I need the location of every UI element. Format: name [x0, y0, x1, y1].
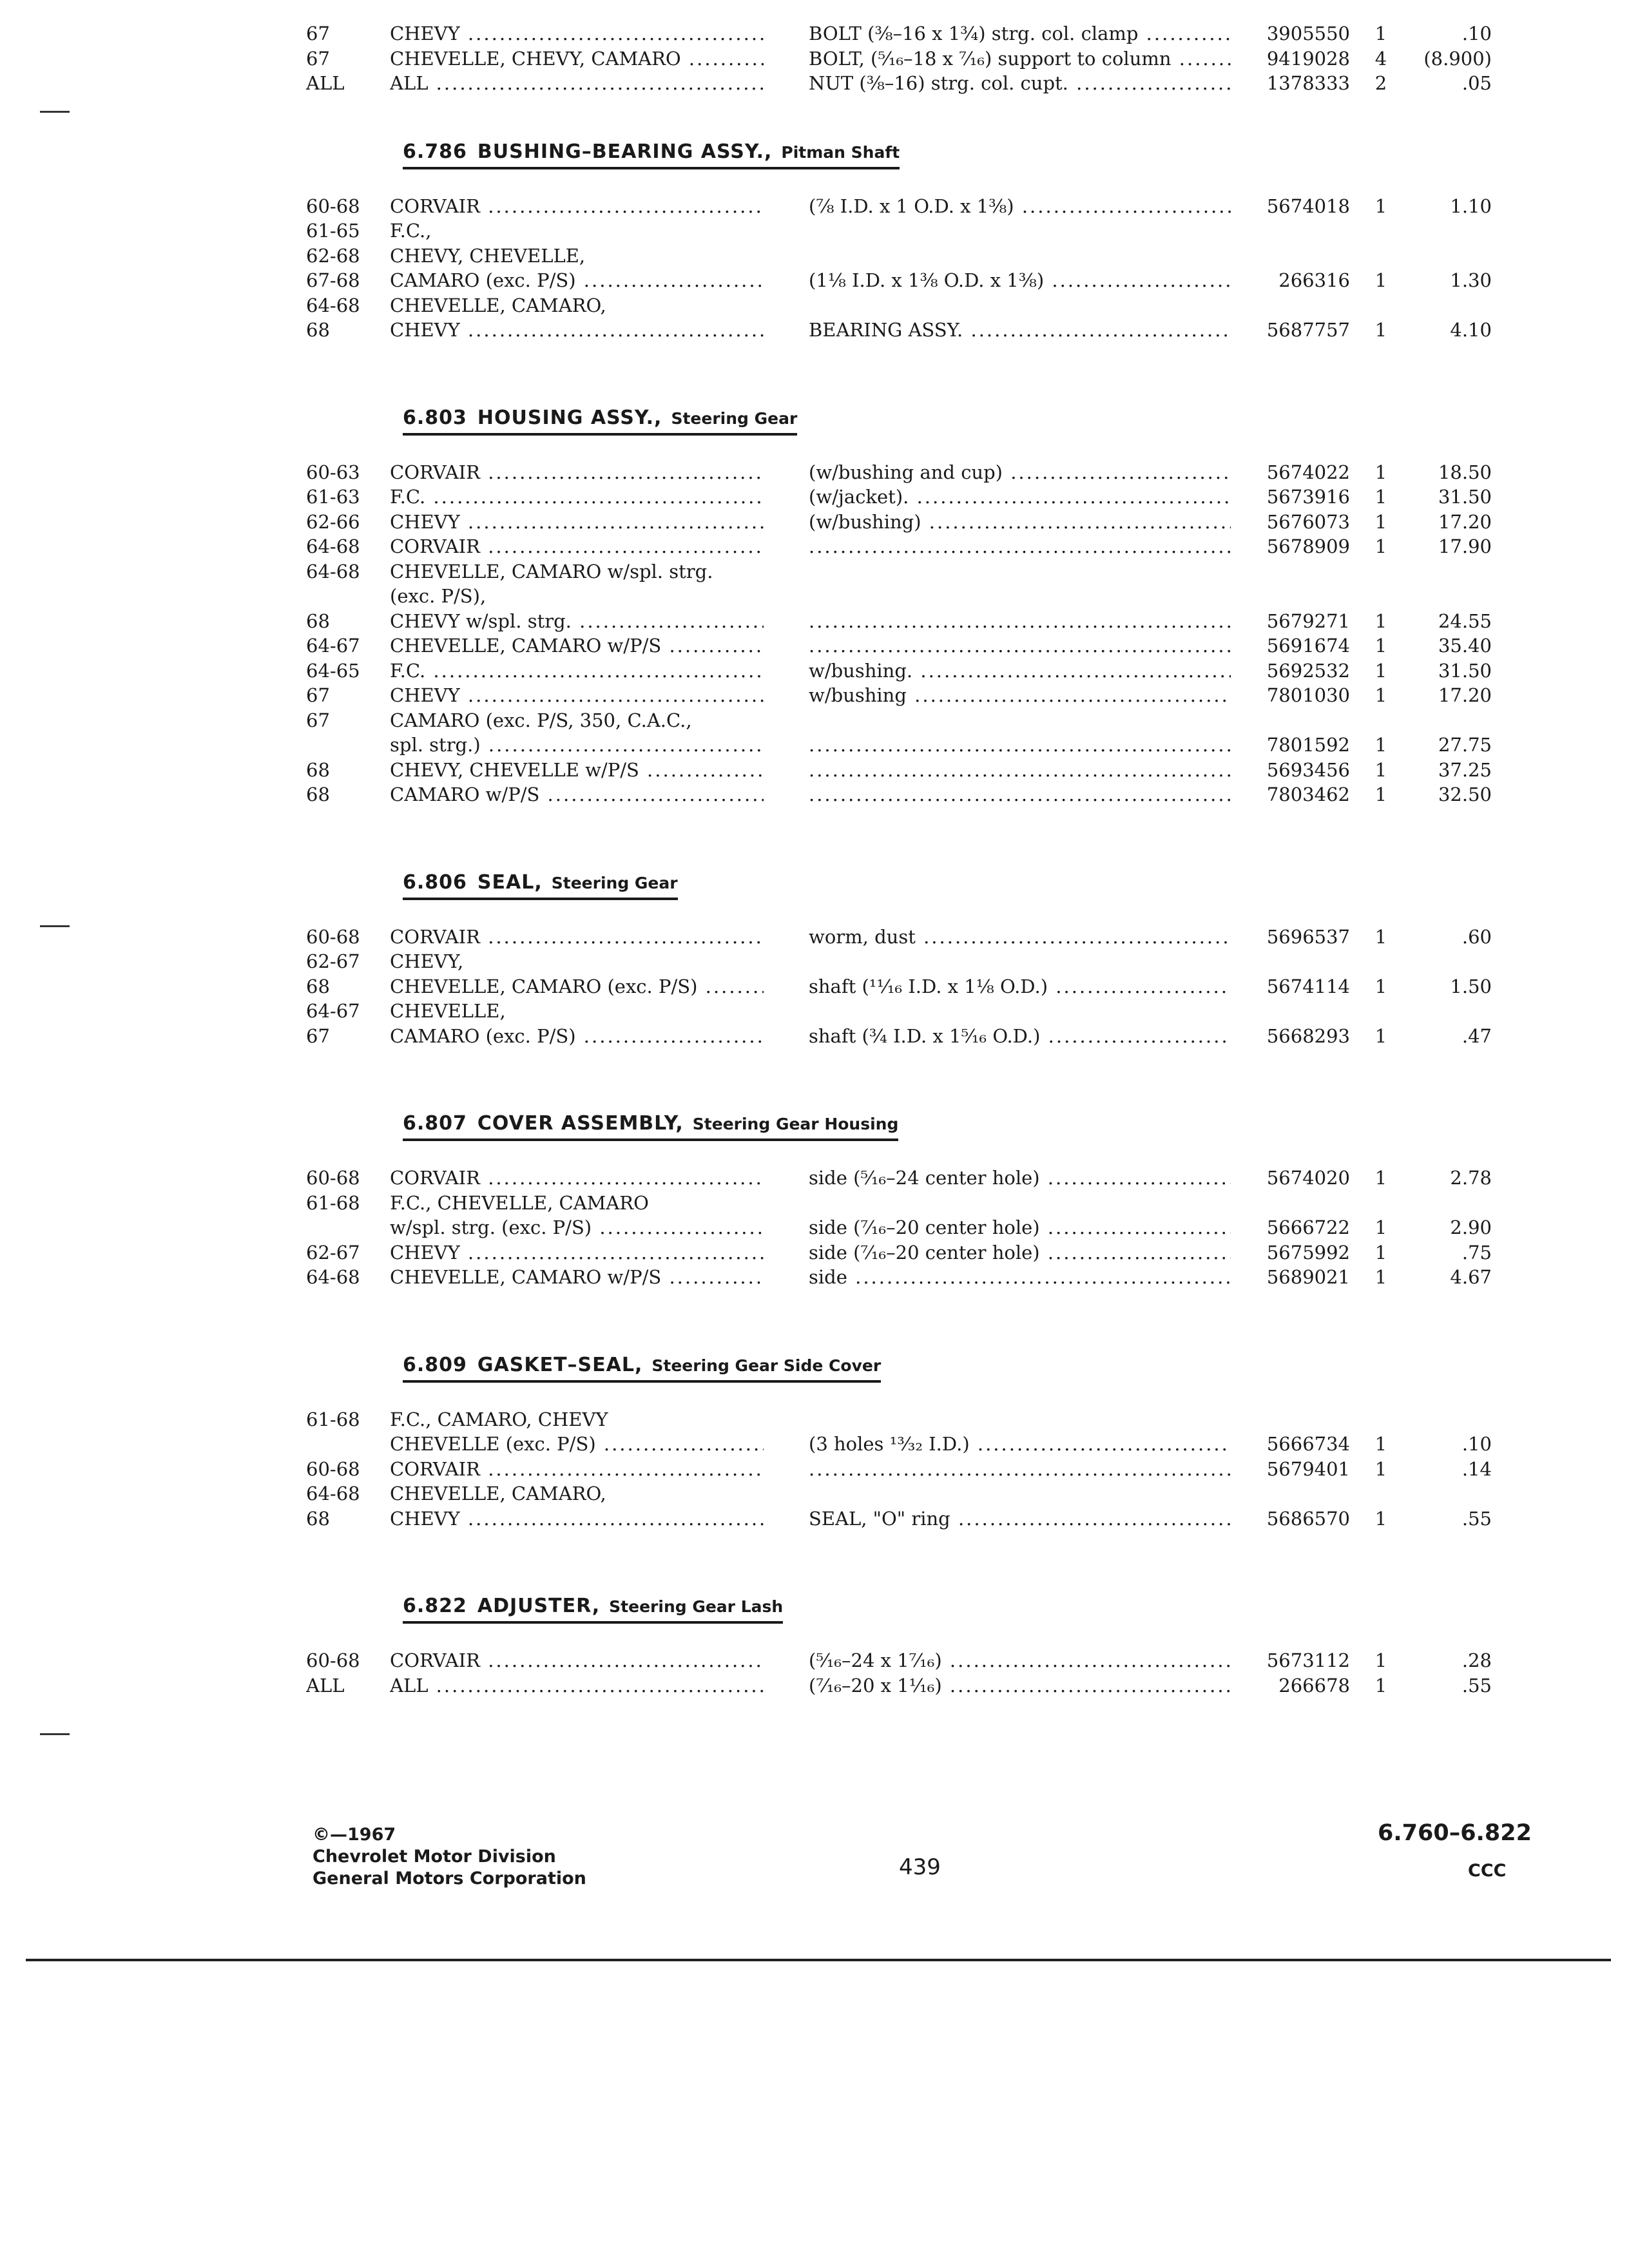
price: 18.50: [1438, 461, 1492, 483]
section-number: 6.822: [403, 1595, 467, 1617]
part-number: 5668293: [1266, 1025, 1350, 1047]
year-range: 68: [306, 319, 330, 341]
application: ALL .....: [390, 1673, 764, 1698]
part-number: 266678: [1278, 1675, 1350, 1696]
year-range: 68: [306, 975, 330, 997]
description: [809, 782, 1231, 807]
section-heading: [403, 407, 797, 436]
application: CHEVELLE (exc. P/S) .....: [390, 1431, 764, 1457]
description: (3 holes ¹³⁄₃₂ I.D.) .....: [809, 1431, 1231, 1457]
application: (exc. P/S),: [390, 585, 487, 607]
binder-tick-mark: [40, 1733, 70, 1735]
price: .14: [1461, 1458, 1492, 1480]
quantity: 1: [1374, 535, 1387, 557]
application: CHEVY w/spl. strg. .....: [390, 608, 764, 634]
application: CHEVELLE, CAMARO,: [390, 294, 606, 316]
application: CHEVY,: [390, 950, 464, 972]
part-number: 5673916: [1266, 486, 1350, 508]
description: side (⁵⁄₁₆–24 center hole) .....: [809, 1165, 1231, 1191]
application: CORVAIR .....: [390, 1456, 764, 1482]
price: .28: [1461, 1649, 1492, 1671]
section-number: 6.807: [403, 1112, 467, 1135]
application: CHEVY, CHEVELLE,: [390, 245, 586, 267]
quantity: 1: [1374, 926, 1387, 948]
application: CORVAIR .....: [390, 533, 764, 559]
application: CHEVY .....: [390, 317, 764, 343]
part-number: 5679271: [1266, 610, 1350, 632]
part-number: 5689021: [1266, 1266, 1350, 1288]
section-subtitle: Steering Gear Lash: [609, 1597, 784, 1616]
year-range: ALL: [306, 1675, 345, 1696]
year-range: 60-68: [306, 926, 360, 948]
quantity: 1: [1374, 195, 1387, 217]
part-number: 5691674: [1266, 635, 1350, 657]
quantity: 1: [1374, 1216, 1387, 1238]
year-range: 64-68: [306, 1266, 360, 1288]
price: (8.900): [1423, 48, 1492, 70]
application: CORVAIR .....: [390, 193, 764, 219]
part-number: 5693456: [1266, 759, 1350, 781]
description: (w/bushing and cup) .....: [809, 459, 1231, 485]
footer-division: Chevrolet Motor Division: [313, 1847, 556, 1867]
part-number: 9419028: [1266, 48, 1350, 70]
application: CAMARO (exc. P/S, 350, C.A.C.,: [390, 709, 692, 731]
description: NUT (⅜–16) strg. col. cupt. .....: [809, 70, 1231, 96]
year-range: 64-65: [306, 660, 360, 682]
section-name: ADJUSTER,: [477, 1595, 601, 1617]
part-number: 5686570: [1266, 1508, 1350, 1530]
application: CHEVELLE,: [390, 1000, 506, 1022]
price: 17.20: [1438, 511, 1492, 533]
part-number: 266316: [1278, 269, 1350, 291]
price: .47: [1461, 1025, 1492, 1047]
description: [809, 633, 1231, 658]
year-range: 61-68: [306, 1192, 360, 1214]
section-number: 6.803: [403, 407, 467, 429]
section-heading: [403, 140, 900, 169]
quantity: 1: [1374, 975, 1387, 997]
application: F.C. .....: [390, 658, 764, 684]
quantity: 1: [1374, 319, 1387, 341]
footer-copyright: ©—1967: [313, 1825, 396, 1845]
application: CORVAIR .....: [390, 1648, 764, 1673]
year-range: 62-66: [306, 511, 360, 533]
price: 4.10: [1450, 319, 1492, 341]
description: [809, 533, 1231, 559]
quantity: 1: [1374, 269, 1387, 291]
year-range: 68: [306, 759, 330, 781]
footer-corporation: General Motors Corporation: [313, 1869, 586, 1888]
quantity: 1: [1374, 1025, 1387, 1047]
description: w/bushing .....: [809, 682, 1231, 708]
description: side (⁷⁄₁₆–20 center hole) .....: [809, 1215, 1231, 1240]
application: CHEVELLE, CAMARO (exc. P/S) .....: [390, 974, 764, 999]
quantity: 1: [1374, 23, 1387, 44]
quantity: 1: [1374, 1508, 1387, 1530]
section-number: 6.809: [403, 1354, 467, 1376]
application: CHEVY .....: [390, 682, 764, 708]
year-range: 68: [306, 783, 330, 805]
description: [809, 608, 1231, 634]
quantity: 1: [1374, 783, 1387, 805]
section-name: HOUSING ASSY.,: [477, 407, 662, 429]
price: 35.40: [1438, 635, 1492, 657]
application: CORVAIR .....: [390, 924, 764, 950]
part-number: 5674114: [1266, 975, 1350, 997]
application: F.C.,: [390, 220, 432, 242]
section-subtitle: Steering Gear Side Cover: [651, 1356, 882, 1375]
description: worm, dust .....: [809, 924, 1231, 950]
application: CHEVY .....: [390, 509, 764, 535]
year-range: 67: [306, 684, 330, 706]
section-subtitle: Steering Gear Housing: [692, 1115, 899, 1133]
price: 24.55: [1438, 610, 1492, 632]
year-range: 64-68: [306, 1483, 360, 1504]
application: w/spl. strg. (exc. P/S) .....: [390, 1215, 764, 1240]
year-range: 60-68: [306, 1649, 360, 1671]
year-range: 61-63: [306, 486, 360, 508]
price: 1.10: [1450, 195, 1492, 217]
part-number: 5678909: [1266, 535, 1350, 557]
section-name: GASKET–SEAL,: [477, 1354, 643, 1376]
description: BOLT (⅜–16 x 1¾) strg. col. clamp .....: [809, 21, 1231, 46]
part-number: 1378333: [1266, 72, 1350, 94]
application: ALL .....: [390, 70, 764, 96]
section-name: COVER ASSEMBLY,: [477, 1112, 684, 1135]
quantity: 1: [1374, 511, 1387, 533]
year-range: 67: [306, 23, 330, 44]
price: .55: [1461, 1675, 1492, 1696]
quantity: 1: [1374, 1433, 1387, 1455]
price: .55: [1461, 1508, 1492, 1530]
year-range: 64-68: [306, 561, 360, 582]
price: 27.75: [1438, 734, 1492, 756]
price: .05: [1461, 72, 1492, 94]
year-range: 62-67: [306, 1242, 360, 1264]
application: CAMARO w/P/S .....: [390, 782, 764, 807]
part-number: 5666722: [1266, 1216, 1350, 1238]
part-number: 5679401: [1266, 1458, 1350, 1480]
quantity: 1: [1374, 1242, 1387, 1264]
application: CHEVY, CHEVELLE w/P/S .....: [390, 757, 764, 783]
year-range: 68: [306, 610, 330, 632]
year-range: 60-63: [306, 461, 360, 483]
section-heading: [403, 1112, 898, 1141]
part-number: 3905550: [1266, 23, 1350, 44]
quantity: 1: [1374, 1649, 1387, 1671]
application: CHEVELLE, CAMARO w/spl. strg.: [390, 561, 713, 582]
quantity: 1: [1374, 759, 1387, 781]
price: 32.50: [1438, 783, 1492, 805]
section-subtitle: Steering Gear: [671, 409, 798, 428]
description: SEAL, "O" ring .....: [809, 1506, 1231, 1532]
section-heading: [403, 871, 678, 900]
application: F.C., CHEVELLE, CAMARO: [390, 1192, 649, 1214]
quantity: 1: [1374, 486, 1387, 508]
year-range: ALL: [306, 72, 345, 94]
part-number: 7801030: [1266, 684, 1350, 706]
year-range: 67-68: [306, 269, 360, 291]
price: 2.90: [1450, 1216, 1492, 1238]
part-number: 5673112: [1266, 1649, 1350, 1671]
description: (⁵⁄₁₆–24 x 1⁷⁄₁₆) .....: [809, 1648, 1231, 1673]
year-range: 61-65: [306, 220, 360, 242]
year-range: 67: [306, 1025, 330, 1047]
year-range: 67: [306, 48, 330, 70]
part-number: 5675992: [1266, 1242, 1350, 1264]
price: 2.78: [1450, 1167, 1492, 1189]
part-number: 5674018: [1266, 195, 1350, 217]
part-number: 5676073: [1266, 511, 1350, 533]
part-number: 7803462: [1266, 783, 1350, 805]
price: .10: [1461, 1433, 1492, 1455]
year-range: 68: [306, 1508, 330, 1530]
quantity: 1: [1374, 610, 1387, 632]
application: CAMARO (exc. P/S) .....: [390, 267, 764, 293]
part-number: 5666734: [1266, 1433, 1350, 1455]
price: .10: [1461, 23, 1492, 44]
part-number: 5674020: [1266, 1167, 1350, 1189]
year-range: 62-68: [306, 245, 360, 267]
price: 17.20: [1438, 684, 1492, 706]
application: CORVAIR .....: [390, 1165, 764, 1191]
price: 31.50: [1438, 660, 1492, 682]
description: (1⅛ I.D. x 1⅜ O.D. x 1⅜) .....: [809, 267, 1231, 293]
description: side (⁷⁄₁₆–20 center hole) .....: [809, 1240, 1231, 1265]
price: 17.90: [1438, 535, 1492, 557]
application: CHEVY .....: [390, 21, 764, 46]
description: BOLT, (⁵⁄₁₆–18 x ⁷⁄₁₆) support to column .....: [809, 46, 1231, 72]
quantity: 2: [1374, 72, 1387, 94]
quantity: 1: [1374, 1266, 1387, 1288]
description: [809, 732, 1231, 758]
quantity: 1: [1374, 660, 1387, 682]
year-range: 60-68: [306, 1167, 360, 1189]
section-name: BUSHING–BEARING ASSY.,: [477, 140, 773, 163]
price: .60: [1461, 926, 1492, 948]
application: CHEVELLE, CAMARO,: [390, 1483, 606, 1504]
description: [809, 757, 1231, 783]
part-number: 5674022: [1266, 461, 1350, 483]
year-range: 60-68: [306, 1458, 360, 1480]
quantity: 1: [1374, 684, 1387, 706]
price: 1.30: [1450, 269, 1492, 291]
application: F.C. .....: [390, 484, 764, 510]
description: w/bushing. .....: [809, 658, 1231, 684]
description: (⅞ I.D. x 1 O.D. x 1⅜) .....: [809, 193, 1231, 219]
description: (w/bushing) .....: [809, 509, 1231, 535]
quantity: 1: [1374, 635, 1387, 657]
quantity: 1: [1374, 1167, 1387, 1189]
description: shaft (¹¹⁄₁₆ I.D. x 1⅛ O.D.) .....: [809, 974, 1231, 999]
year-range: 61-68: [306, 1408, 360, 1430]
part-number: 7801592: [1266, 734, 1350, 756]
section-number: 6.806: [403, 871, 467, 894]
application: CHEVELLE, CHEVY, CAMARO .....: [390, 46, 764, 72]
quantity: 1: [1374, 1458, 1387, 1480]
application: spl. strg.) .....: [390, 732, 764, 758]
description: BEARING ASSY. .....: [809, 317, 1231, 343]
section-number: 6.786: [403, 140, 467, 163]
price: 1.50: [1450, 975, 1492, 997]
description: side .....: [809, 1264, 1231, 1290]
part-number: 5687757: [1266, 319, 1350, 341]
description: (w/jacket). .....: [809, 484, 1231, 510]
description: (⁷⁄₁₆–20 x 1¹⁄₁₆) .....: [809, 1673, 1231, 1698]
price: 37.25: [1438, 759, 1492, 781]
price: 31.50: [1438, 486, 1492, 508]
section-heading: [403, 1595, 783, 1624]
description: shaft (¾ I.D. x 1⁵⁄₁₆ O.D.) .....: [809, 1023, 1231, 1049]
application: CHEVY .....: [390, 1240, 764, 1265]
footer-range: 6.760–6.822: [1378, 1820, 1532, 1846]
section-subtitle: Pitman Shaft: [781, 143, 900, 162]
quantity: 1: [1374, 734, 1387, 756]
page-number: 439: [899, 1854, 941, 1880]
year-range: 64-68: [306, 294, 360, 316]
section-name: SEAL,: [477, 871, 543, 894]
quantity: 4: [1374, 48, 1387, 70]
application: CHEVY .....: [390, 1506, 764, 1532]
part-number: 5692532: [1266, 660, 1350, 682]
year-range: 67: [306, 709, 330, 731]
price: .75: [1461, 1242, 1492, 1264]
quantity: 1: [1374, 461, 1387, 483]
section-subtitle: Steering Gear: [551, 874, 678, 892]
binder-tick-mark: [40, 925, 70, 927]
description: [809, 1456, 1231, 1482]
year-range: 60-68: [306, 195, 360, 217]
year-range: 62-67: [306, 950, 360, 972]
bottom-rule: [26, 1959, 1611, 1961]
application: CHEVELLE, CAMARO w/P/S .....: [390, 633, 764, 658]
binder-tick-mark: [40, 111, 70, 113]
quantity: 1: [1374, 1675, 1387, 1696]
price: 4.67: [1450, 1266, 1492, 1288]
year-range: 64-68: [306, 535, 360, 557]
application: CHEVELLE, CAMARO w/P/S .....: [390, 1264, 764, 1290]
application: CORVAIR .....: [390, 459, 764, 485]
application: CAMARO (exc. P/S) .....: [390, 1023, 764, 1049]
section-heading: [403, 1354, 881, 1383]
part-number: 5696537: [1266, 926, 1350, 948]
year-range: 64-67: [306, 1000, 360, 1022]
application: F.C., CAMARO, CHEVY: [390, 1408, 608, 1430]
footer-code: CCC: [1468, 1861, 1507, 1881]
year-range: 64-67: [306, 635, 360, 657]
